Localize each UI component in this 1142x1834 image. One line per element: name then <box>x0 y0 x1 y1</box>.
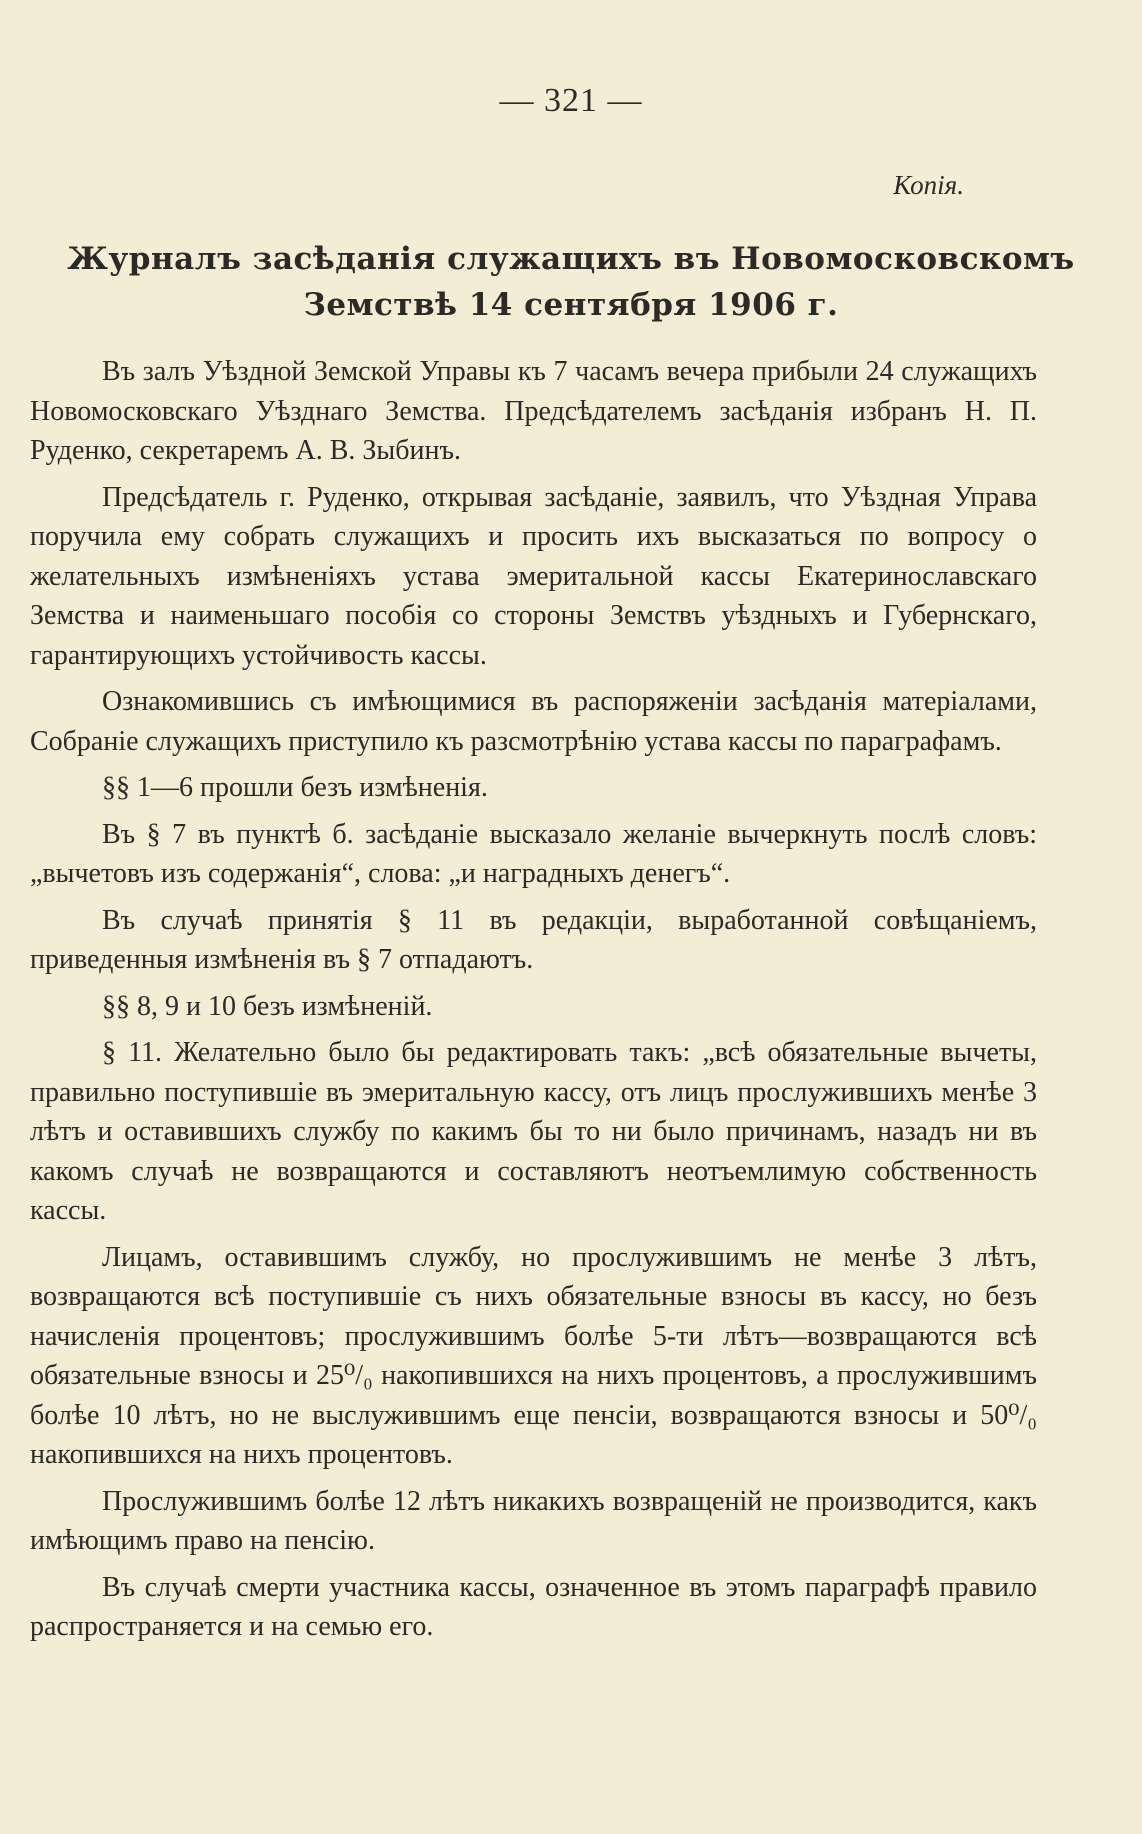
paragraph: § 11. Желательно было бы редактировать такъ: „всѣ обязательные вычеты, правильно поступившіе въ эмеритальную кассу, отъ лицъ прослужившихъ менѣе 3 лѣтъ и оставившихъ службу по какимъ бы то ни было причинамъ, назадъ ни въ какомъ случаѣ не возвращаются и составляютъ неотъемлимую собственность кассы. <box>30 1037 1037 1226</box>
paragraph: Ознакомившись съ имѣющимися въ распоряженіи засѣданія матеріалами, Собраніе служащихъ приступило къ разсмотрѣнію устава кассы по параграфамъ. <box>30 686 1037 757</box>
document-title <box>40 236 1102 328</box>
paragraph: Предсѣдатель г. Руденко, открывая засѣданіе, заявилъ, что Уѣздная Управа поручила ему собрать служащихъ и просить ихъ высказаться по вопросу о желательныхъ измѣненіяхъ устава эмеритальной кассы Екатеринославскаго Земства и наименьшаго пособія со стороны Земствъ уѣздныхъ и Губернскаго, гарантирующихъ устойчивость кассы. <box>30 481 1037 671</box>
document-body <box>30 352 1037 1654</box>
paragraph: Лицамъ, оставившимъ службу, но прослужившимъ не менѣе 3 лѣтъ, возвращаются всѣ поступившіе съ нихъ обязательные взносы въ кассу, но безъ начисленія процентовъ; прослужившимъ болѣе 5-ти лѣтъ—возвращаются всѣ обязательные взносы и 25⁰/₀ накопившихся на нихъ процентовъ, а прослужившимъ болѣе 10 лѣтъ, но не выслужившимъ еще пенсіи, возвращаются взносы и 50⁰/₀ накопившихся на нихъ процентовъ. <box>30 1241 1037 1470</box>
paragraph: Прослужившимъ болѣе 12 лѣтъ никакихъ возвращеній не производится, какъ имѣющимъ право на пенсію. <box>30 1485 1037 1556</box>
paragraph: Въ залъ Уѣздной Земской Управы къ 7 часамъ вечера прибыли 24 служащихъ Новомосковскаго Уѣзднаго Земства. Предсѣдателемъ засѣданія избранъ Н. П. Руденко, секретаремъ А. В. Зыбинъ. <box>30 356 1037 466</box>
paragraph: Въ случаѣ смерти участника кассы, означенное въ этомъ параграфѣ правило распространяется и на семью его. <box>30 1571 1037 1642</box>
title-line-2: Земствѣ 14 сентября 1906 г. <box>303 287 839 323</box>
page-number: — 321 — <box>499 82 643 119</box>
paragraph: Въ § 7 въ пунктѣ б. засѣданіе высказало желаніе вычеркнуть послѣ словъ: „вычетовъ изъ содержанія“, слова: „и наградныхъ денегъ“. <box>30 818 1037 889</box>
paragraph: Въ случаѣ принятія § 11 въ редакціи, выработанной совѣщаніемъ, приведенныя измѣненія въ § 7 отпадаютъ. <box>30 904 1037 975</box>
paragraph: §§ 1—6 прошли безъ измѣненія. <box>102 772 488 803</box>
copy-mark: Копія. <box>893 170 964 200</box>
paragraph: §§ 8, 9 и 10 безъ измѣненій. <box>102 990 433 1022</box>
title-line-1: Журналъ засѣданія служащихъ въ Новомосковскомъ <box>67 241 1075 277</box>
